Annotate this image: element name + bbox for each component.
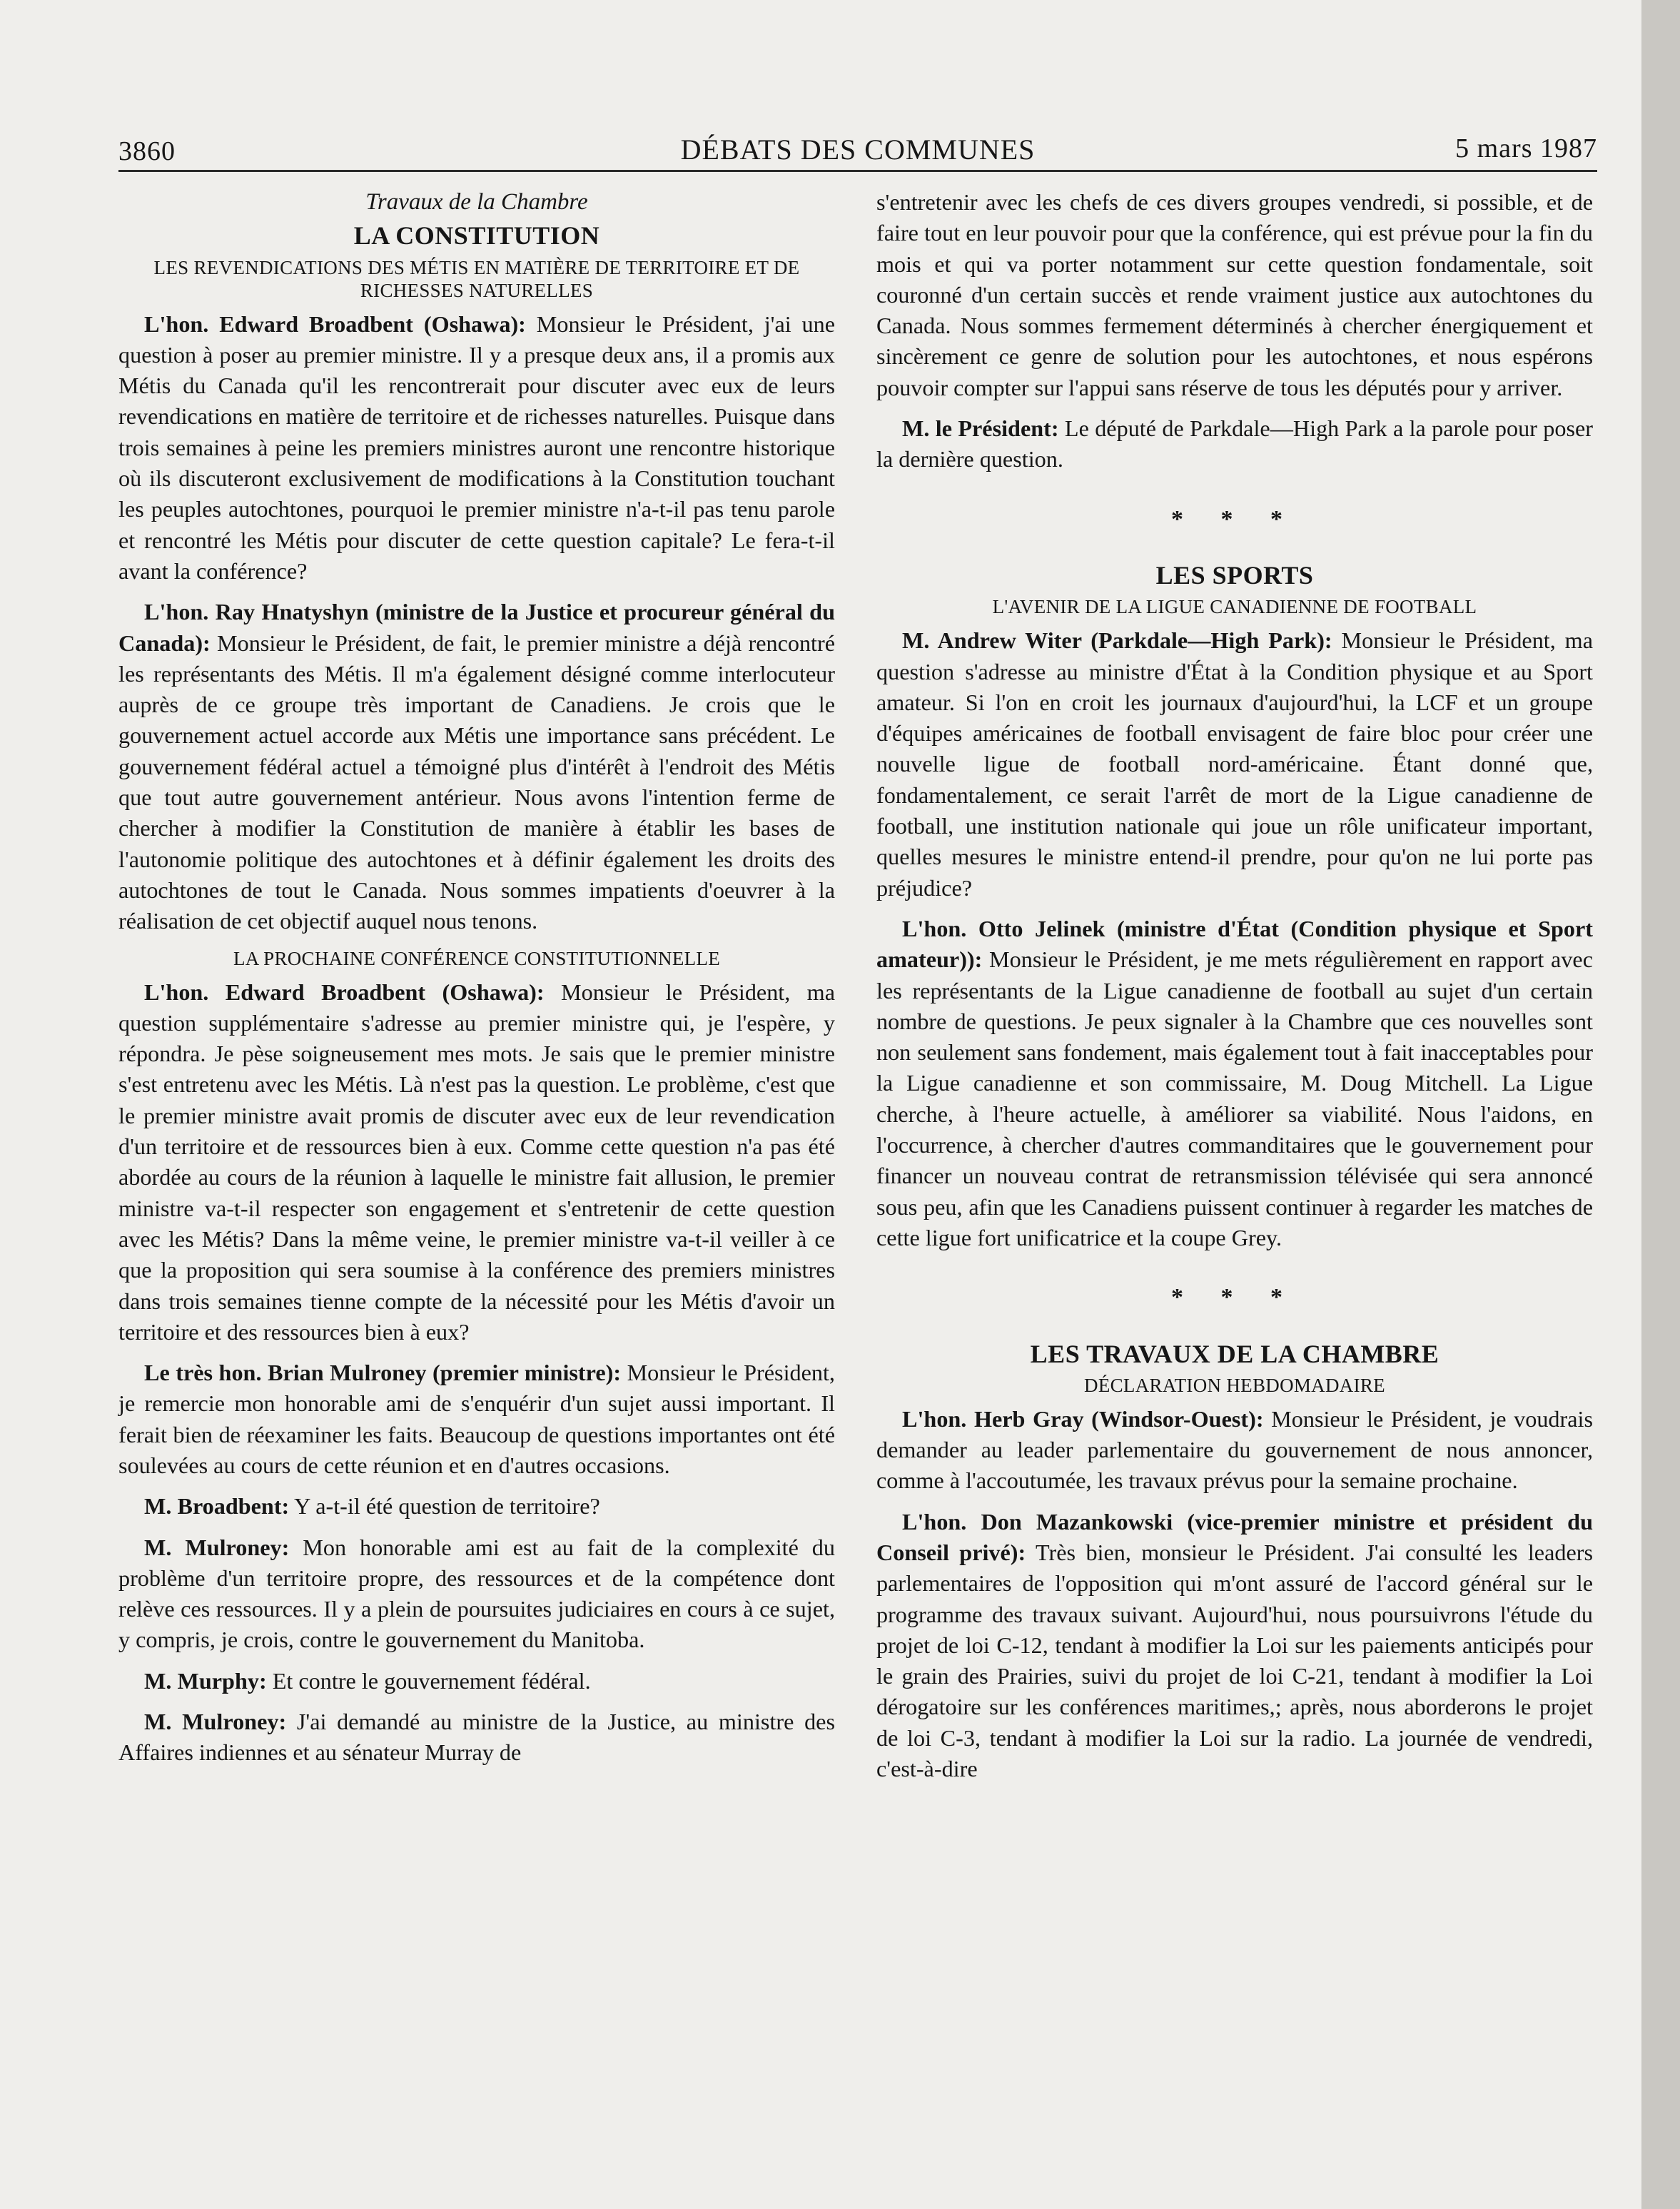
speaker: M. Mulroney:: [144, 1709, 287, 1735]
speech: Monsieur le Président, de fait, le premier ministre a déjà rencontré les représentants des Métis. Il m'a également désigné comme interlocuteur auprès de ce groupe très important de Canadiens. Je crois que le gouvernement actuel accorde aux Métis une importance sans précédent. Le gouvernement fédéral actuel a témoigné plus d'intérêt à l'endroit des Métis que tout autre gouvernement antérieur. Nous avons l'intention ferme de chercher à modifier la Constitution de manière à établir les bases de l'autonomie politique des autochtones et à définir également les droits des autochtones de tout le Canada. Nous sommes impatients d'oeuvrer à la réalisation de cet objectif auquel nous tenons.: [118, 630, 835, 934]
speech: Le député de Parkdale—High Park a la parole pour poser la dernière question.: [876, 415, 1593, 472]
right-column: [876, 187, 1593, 1794]
section-separator-1: * * *: [1171, 505, 1298, 532]
paragraph-murphy: [118, 1666, 835, 1697]
speech: Monsieur le Président, ma question s'adresse au ministre d'État à la Condition physique et au Sport amateur. Si l'on en croit les journaux d'aujourd'hui, la LCF et un groupe d'équipes américaines de football envisagent de faire bloc pour créer une nouvelle ligue de football nord-américaine. Étant donné que, fondamentalement, ce serait l'arrêt de mort de la Ligue canadienne de football, une institution nationale qui joue un rôle unificateur important, quelles mesures le ministre entend-il prendre, pour qu'on ne lui porte pas préjudice?: [876, 627, 1593, 901]
speaker: L'hon. Otto Jelinek (ministre d'État (Condition physique et Sport amateur)):: [876, 915, 1593, 973]
page-edge: [1641, 0, 1680, 2209]
paragraph-gray: [876, 1404, 1593, 1497]
paragraph-jelinek: [876, 914, 1593, 1253]
speaker: M. Andrew Witer (Parkdale—High Park):: [902, 627, 1332, 654]
paragraph-mulroney-3-continued: s'entretenir avec les chefs de ces divers groupes vendredi, si possible, et de faire tout en leur pouvoir pour que la conférence, qui est prévue pour la fin du mois et qui va porter notamment sur cette question fondamentale, soit couronné d'un certain succès et rende vraiment justice aux autochtones du Canada. Nous sommes fermement déterminés à chercher énergiquement et sincèrement ce genre de solution pour les autochtones, et nous espérons pouvoir compter sur l'appui sans réserve de tous les députés pour y arriver.: [876, 189, 1593, 400]
speaker: M. Broadbent:: [144, 1493, 290, 1520]
left-column: [118, 187, 835, 1779]
paragraph-broadbent-3: [118, 1491, 835, 1522]
speech: Très bien, monsieur le Président. J'ai consulté les leaders parlementaires de l'opposition qui m'ont assuré de l'accord général sur le programme des travaux suivant. Aujourd'hui, nous poursuivrons l'étude du projet de loi C-12, tendant à modifier la Loi sur les paiements anticipés pour le grain des Prairies, suivi du projet de loi C-21, tendant à modifier la Loi dérogatoire sur les conférences maritimes,; après, nous aborderons le projet de loi C-3, tendant à modifier la Loi sur la radio. La journée de vendredi, c'est-à-dire: [876, 1539, 1593, 1782]
journal-title: DÉBATS DES COMMUNES: [680, 133, 1036, 166]
speech: Y a-t-il été question de territoire?: [289, 1493, 600, 1520]
section-caption: Travaux de la Chambre: [365, 189, 588, 215]
paragraph-broadbent-1: [118, 309, 835, 587]
header-rule: [118, 170, 1597, 172]
speech: Monsieur le Président, j'ai une question à poser au premier ministre. Il y a presque deux ans, il a promis aux Métis du Canada qu'il les rencontrerait pour discuter avec eux de leurs revendications en matière de territoire et de richesses naturelles. Puisque dans trois semaines à peine les premiers ministres auront une rencontre historique où ils discuteront exclusivement de modifications à la Constitution touchant les peuples autochtones, pourquoi le premier ministre n'a-t-il pas tenu parole et rencontré les Métis pour discuter de cette question capitale? Le fera-t-il avant la conférence?: [118, 310, 836, 584]
speech: Et contre le gouvernement fédéral.: [266, 1667, 591, 1694]
heading-house-business: LES TRAVAUX DE LA CHAMBRE: [1030, 1339, 1439, 1368]
subheading-weekly-statement: DÉCLARATION HEBDOMADAIRE: [1084, 1374, 1385, 1396]
subheading-metis-claims: LES REVENDICATIONS DES MÉTIS EN MATIÈRE DE TERRITOIRE ET DE RICHESSES NATURELLES: [153, 256, 800, 301]
speaker: L'hon. Herb Gray (Windsor-Ouest):: [902, 1405, 1264, 1432]
speaker: M. le Président:: [902, 415, 1059, 442]
subheading-cfl-future: L'AVENIR DE LA LIGUE CANADIENNE DE FOOTBALL: [992, 596, 1477, 618]
speech: Monsieur le Président, je voudrais demander au leader parlementaire du gouvernement de nous annoncer, comme à l'accoutumée, les travaux prévus pour la semaine prochaine.: [876, 1405, 1593, 1494]
paragraph-hnatyshyn: [118, 597, 835, 936]
speaker: L'hon. Edward Broadbent (Oshawa):: [144, 310, 526, 337]
speaker: M. Mulroney:: [144, 1534, 290, 1560]
speaker: Le très hon. Brian Mulroney (premier ministre):: [144, 1360, 622, 1386]
speech: Monsieur le Président, je me mets régulièrement en rapport avec les représentants de la Ligue canadienne de football au sujet d'un certain nombre de questions. Je peux signaler à la Chambre que ces nouvelles sont non seulement sans fondement, mais également tout à fait inacceptables pour la Ligue canadienne et son commissaire, M. Doug Mitchell. La Ligue cherche, à l'heure actuelle, à améliorer sa viabilité. Nous l'aidons, en l'occurrence, à chercher d'autres commanditaires que le gouvernement pour financer un nouveau contrat de retransmission télévisée qui sera annoncé sous peu, afin que les Canadiens puissent continuer à regarder les matches de cette ligue fort unificatrice et la coupe Grey.: [876, 946, 1593, 1250]
speech: Monsieur le Président, je remercie mon honorable ami de s'enquérir d'un sujet aussi important. Il ferait bien de réexaminer les faits. Beaucoup de questions importantes ont été soulevées au cours de cette réunion et en d'autres occasions.: [118, 1360, 835, 1478]
paragraph-witer: [876, 625, 1593, 904]
paragraph-speaker: [876, 413, 1593, 475]
paragraph-mazankowski: [876, 1507, 1593, 1785]
heading-constitution: LA CONSTITUTION: [353, 221, 600, 251]
paragraph-mulroney-1: [118, 1358, 835, 1481]
speaker: L'hon. Don Mazankowski (vice-premier ministre et président du Conseil privé):: [876, 1508, 1593, 1565]
speaker: M. Murphy:: [144, 1667, 267, 1694]
paragraph-broadbent-2: [118, 977, 835, 1348]
section-separator-2: * * *: [1171, 1284, 1298, 1311]
issue-date: 5 mars 1987: [1455, 133, 1597, 163]
running-head: [118, 127, 1597, 170]
paragraph-mulroney-3: [118, 1707, 835, 1769]
speaker: L'hon. Edward Broadbent (Oshawa):: [144, 979, 545, 1005]
speaker: L'hon. Ray Hnatyshyn (ministre de la Justice et procureur général du Canada):: [118, 599, 835, 656]
page-number: 3860: [118, 136, 176, 166]
speech: Monsieur le Président, ma question supplémentaire s'adresse au premier ministre qui, je l'espère, y répondra. Je pèse soigneusement mes mots. Je sais que le premier ministre s'est entretenu avec les Métis. Là n'est pas la question. Le problème, c'est que le premier ministre avait promis de discuter avec eux de leur revendication d'un territoire et de ressources bien à eux. Comme cette question n'a pas été abordée au cours de la réunion à laquelle le ministre fait allusion, le premier ministre va-t-il respecter son engagement et s'entretenir de cette question avec les Métis? Dans la même veine, le premier ministre va-t-il veiller à ce que la proposition qui sera soumise à la conférence des premiers ministres dans trois semaines tienne compte de la nécessité pour les Métis d'avoir un territoire et des ressources bien à eux?: [118, 979, 836, 1345]
heading-sports: LES SPORTS: [1155, 560, 1314, 590]
subheading-next-conference: LA PROCHAINE CONFÉRENCE CONSTITUTIONNELLE: [233, 947, 721, 969]
speech: J'ai demandé au ministre de la Justice, au ministre des Affaires indiennes et au sénateur Murray de: [118, 1709, 835, 1766]
paragraph-mulroney-2: [118, 1532, 835, 1656]
speech: Mon honorable ami est au fait de la complexité du problème d'un territoire propre, des ressources et de la compétence dont relève ces ressources. Il y a plein de poursuites judiciaires en cours à ce sujet, y compris, je crois, contre le gouvernement du Manitoba.: [118, 1534, 835, 1653]
